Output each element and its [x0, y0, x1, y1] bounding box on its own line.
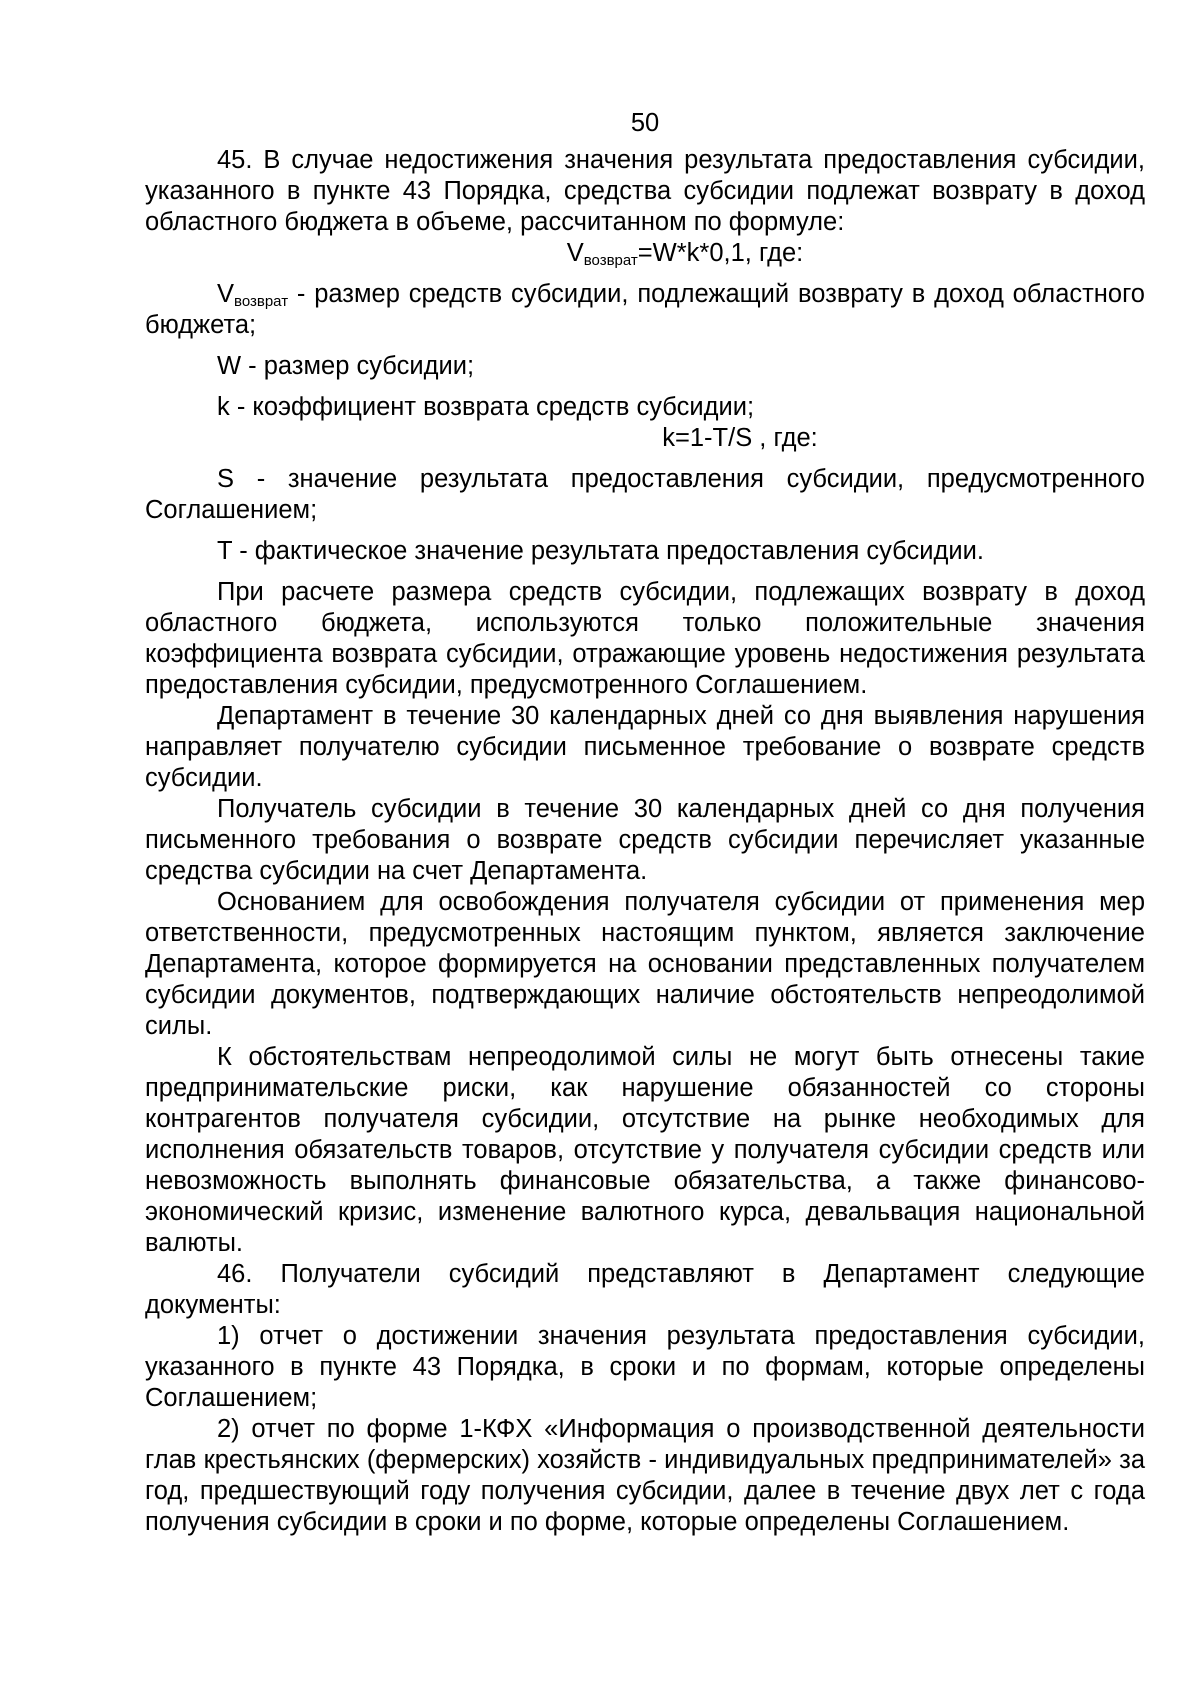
document-page: [145, 108, 1145, 1538]
definition-v-text: - размер средств субсидии, подлежащий возврату в доход областного бюджета;: [145, 280, 1145, 339]
paragraph-recipient-transfer: Получатель субсидии в течение 30 календарных дней со дня получения письменного требования о возврате средств субсидии перечисляет указанные средства субсидии на счет Департамента.: [145, 795, 1145, 885]
paragraph-46-intro: 46. Получатели субсидий представляют в Департамент следующие документы:: [145, 1260, 1145, 1319]
definition-w: W - размер субсидии;: [217, 352, 475, 380]
paragraph-46-item-1: 1) отчет о достижении значения результата предоставления субсидии, указанного в пункте 43 Порядка, в сроки и по формам, которые определены Соглашением;: [145, 1322, 1145, 1412]
definition-v-subscript: возврат: [234, 293, 289, 310]
formula-v-symbol: V: [566, 239, 584, 267]
formula-v-rest: =W*k*0,1, где:: [637, 239, 804, 267]
paragraph-department-demand: Департамент в течение 30 календарных дней со дня выявления нарушения направляет получателю субсидии письменное требование о возврате средств субсидии.: [145, 702, 1145, 792]
paragraph-45-intro: 45. В случае недостижения значения результата предоставления субсидии, указанного в пункте 43 Порядка, средства субсидии подлежат возврату в доход областного бюджета в объеме, рассчитанном по формуле:: [145, 146, 1145, 236]
definition-t: T - фактическое значение результата предоставления субсидии.: [217, 537, 984, 565]
paragraph-positive-values: При расчете размера средств субсидии, подлежащих возврату в доход областного бюджета, используются только положительные значения коэффициента возврата субсидии, отражающие уровень недостижения результата предоставления субсидии, предусмотренного Соглашением.: [145, 578, 1145, 699]
definition-s: S - значение результата предоставления субсидии, предусмотренного Соглашением;: [145, 465, 1145, 524]
definition-v: [145, 279, 1145, 341]
paragraph-release-basis: Основанием для освобождения получателя субсидии от применения мер ответственности, предусмотренных настоящим пунктом, является заключение Департамента, которое формируется на основании представленных получателем субсидии документов, подтверждающих наличие обстоятельств непреодолимой силы.: [145, 888, 1145, 1040]
formula-v-return: [145, 238, 1145, 269]
definition-k: k - коэффициент возврата средств субсидии;: [217, 393, 755, 421]
formula-v-subscript: возврат: [583, 252, 638, 269]
paragraph-46-item-2: 2) отчет по форме 1-КФХ «Информация о производственной деятельности глав крестьянских (фермерских) хозяйств - индивидуальных предпринимателей» за год, предшествующий году получения субсидии, далее в течение двух лет с года получения субсидии в сроки и по форме, которые определены Соглашением.: [145, 1415, 1145, 1536]
definition-v-symbol: V: [217, 280, 235, 308]
formula-k: k=1-T/S , где:: [662, 424, 818, 452]
paragraph-force-majeure: К обстоятельствам непреодолимой силы не могут быть отнесены такие предпринимательские риски, как нарушение обязанностей со стороны контрагентов получателя субсидии, отсутствие на рынке необходимых для исполнения обязательств товаров, отсутствие у получателя субсидии средств или невозможность выполнять финансовые обязательства, а также финансово-экономический кризис, изменение валютного курса, девальвация национальной валюты.: [145, 1043, 1145, 1257]
page-number: 50: [630, 109, 660, 137]
